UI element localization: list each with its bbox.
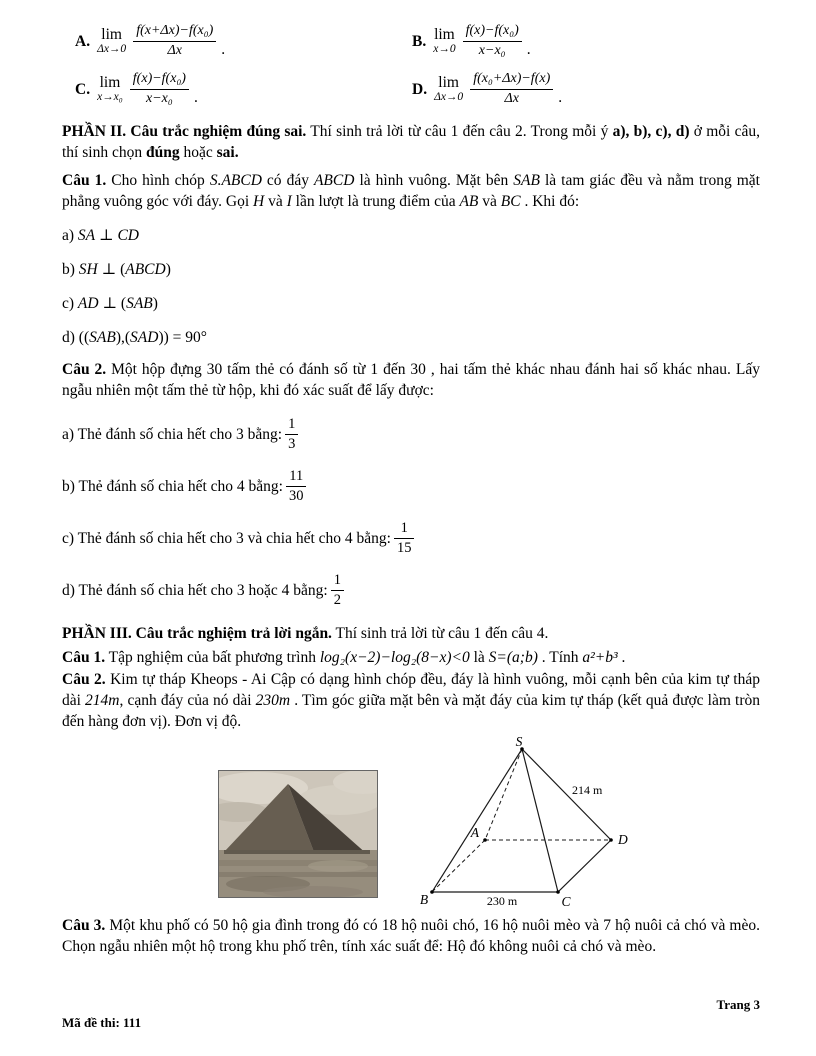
limit-expression — [433, 27, 455, 56]
edge-bc-measure: 230 m — [486, 894, 518, 908]
q1-item-b: b) SH ⊥ (ABCD) — [62, 261, 171, 278]
limit-expression — [97, 27, 126, 56]
vertex-s-label: S — [515, 737, 523, 749]
part2-q2-paragraph: Câu 2. Một hộp đựng 30 tấm thẻ có đánh số từ 1 đến 30 , hai tấm thẻ khác nhau đánh hai số khác nhau. Lấy ngẫu nhiên một tấm thẻ từ hộp, khi đó xác suất để lấy được: — [62, 361, 760, 399]
fraction-numerator: 1 — [333, 571, 341, 588]
option-period: . — [526, 40, 531, 58]
pyramid-photo — [218, 770, 378, 898]
vertex-b-label: B — [419, 892, 429, 907]
footer-exam-code: Mã đề thi: 111 — [62, 1015, 142, 1030]
fraction — [130, 72, 189, 106]
lim-subscript: Δx→0 — [97, 43, 127, 55]
edge-sd-measure: 214 m — [572, 783, 603, 797]
fraction — [133, 24, 216, 58]
fraction-numerator: f(x+Δx)−f(x₀) — [136, 22, 214, 38]
q2-item-a-text: a) Thẻ đánh số chia hết cho 3 bằng: — [62, 426, 283, 443]
q2-item-b-text: b) Thẻ đánh số chia hết cho 4 bằng: — [62, 478, 283, 495]
option-period: . — [558, 88, 563, 106]
edge-sb — [432, 749, 522, 892]
vertex-a-label: A — [470, 825, 479, 840]
fraction-numerator: 1 — [400, 519, 408, 536]
options-row-1 — [75, 18, 760, 64]
lim-subscript: x→0 — [433, 43, 456, 55]
q1-item-d: d) ((SAB),(SAD)) = 90° — [62, 329, 207, 346]
option-c — [75, 66, 412, 112]
footer-page-number: Trang 3 — [716, 997, 760, 1012]
fraction-denominator: 3 — [285, 434, 298, 452]
option-d-label: D. — [412, 80, 428, 98]
option-d — [412, 66, 562, 112]
figure-row — [218, 737, 760, 909]
fraction-numerator: f(x)−f(x₀) — [465, 22, 519, 38]
vertex-d-label: D — [618, 832, 628, 847]
vertex-b-dot — [430, 890, 434, 894]
options-grid — [62, 18, 760, 112]
option-a-label: A. — [75, 32, 91, 50]
option-a — [75, 18, 412, 64]
fraction-denominator: 30 — [286, 486, 307, 504]
q2-item-b — [62, 468, 760, 505]
lim-word: lim — [434, 25, 455, 43]
edge-sc — [522, 749, 558, 892]
part3-q1-paragraph: Câu 1. Tập nghiệm của bất phương trình log₂(x−2)−log₂(8−x)<0 là S=(a;b) . Tính a²+b³ . — [62, 649, 626, 666]
option-period: . — [193, 88, 198, 106]
fraction — [286, 469, 307, 504]
lim-subscript: Δx→0 — [434, 91, 464, 103]
q2-item-d — [62, 572, 760, 609]
vertex-d-dot — [609, 838, 613, 842]
q2-item-c — [62, 520, 760, 557]
fraction-denominator: 2 — [331, 590, 344, 608]
q2-item-a — [62, 416, 760, 453]
limit-expression — [97, 75, 123, 104]
vertex-a-dot — [483, 838, 487, 842]
fraction — [285, 417, 298, 452]
fraction — [463, 24, 522, 58]
q1-item-c: c) AD ⊥ (SAB) — [62, 295, 158, 312]
page-footer — [62, 997, 760, 1030]
edge-ab-hidden — [432, 840, 485, 892]
lim-word: lim — [99, 73, 121, 91]
fraction-numerator: f(x₀+Δx)−f(x) — [473, 70, 551, 86]
option-b — [412, 18, 531, 64]
option-c-label: C. — [75, 80, 91, 98]
q2-item-c-text: c) Thẻ đánh số chia hết cho 3 và chia hết cho 4 bằng: — [62, 530, 391, 547]
vertex-c-dot — [556, 890, 560, 894]
lim-subscript: x→x₀ — [97, 91, 123, 103]
part3-q2-paragraph: Câu 2. Kim tự tháp Kheops - Ai Cập có dạng hình chóp đều, đáy là hình vuông, mỗi cạnh bên của kim tự tháp dài 214m, cạnh đáy của nó dài 230m . Tìm góc giữa mặt bên và mặt đáy của kim tự tháp (kết quả được làm tròn đến hàng đơn vị). Đơn vị độ. — [62, 671, 760, 730]
fraction-denominator: x−x₀ — [463, 41, 522, 59]
edge-sa-hidden — [485, 749, 522, 840]
part2-q1-paragraph: Câu 1. Cho hình chóp S.ABCD có đáy ABCD là hình vuông. Mặt bên SAB là tam giác đều và nằm trong mặt phẳng vuông góc với đáy. Gọi H và I lần lượt là trung điểm của AB và BC . Khi đó: — [62, 172, 760, 210]
fraction-denominator: Δx — [470, 89, 553, 107]
fraction-denominator: 15 — [394, 538, 415, 556]
part3-heading: PHẦN III. Câu trắc nghiệm trả lời ngắn. Thí sinh trả lời từ câu 1 đến câu 4. — [62, 625, 549, 642]
part3-q3-paragraph: Câu 3. Một khu phố có 50 hộ gia đình trong đó có 18 hộ nuôi chó, 16 hộ nuôi mèo và 7 hộ nuôi cả chó và mèo. Chọn ngẫu nhiên một hộ trong khu phố trên, tính xác suất để: Hộ đó không nuôi cả chó và mèo. — [62, 917, 760, 955]
fraction — [394, 521, 415, 556]
limit-expression — [434, 75, 463, 104]
fraction-numerator: f(x)−f(x₀) — [132, 70, 186, 86]
fraction — [331, 573, 344, 608]
q2-item-d-text: d) Thẻ đánh số chia hết cho 3 hoặc 4 bằng: — [62, 582, 328, 599]
option-b-label: B. — [412, 32, 427, 50]
vertex-c-label: C — [561, 894, 571, 909]
fraction-denominator: x−x₀ — [130, 89, 189, 107]
lim-word: lim — [101, 25, 122, 43]
fraction — [470, 72, 553, 106]
lim-word: lim — [438, 73, 459, 91]
options-row-2 — [75, 66, 760, 112]
part2-heading: PHẦN II. Câu trắc nghiệm đúng sai. Thí sinh trả lời từ câu 1 đến câu 2. Trong mỗi ý a), b), c), d) ở mỗi câu, thí sinh chọn đúng hoặc sai. — [62, 123, 760, 161]
pyramid-diagram — [405, 737, 671, 909]
q1-item-a: a) SA ⊥ CD — [62, 227, 140, 244]
edge-cd — [558, 840, 611, 892]
fraction-denominator: Δx — [133, 41, 216, 59]
option-period: . — [221, 40, 226, 58]
fraction-numerator: 1 — [288, 415, 296, 432]
fraction-numerator: 11 — [289, 467, 304, 484]
